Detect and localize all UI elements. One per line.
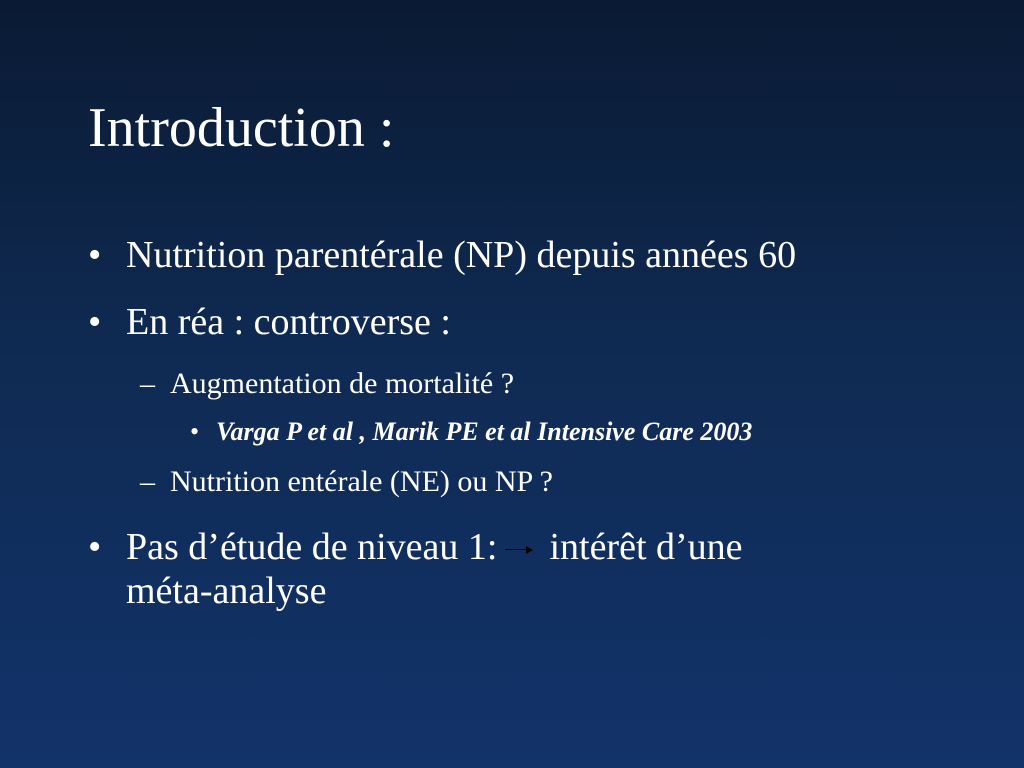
dash-marker: – [140, 465, 155, 498]
bullet-text-part1: Pas d’étude de niveau 1: [126, 526, 498, 568]
sub-bullet-ne-vs-np [140, 465, 988, 499]
right-arrow-icon [505, 545, 533, 555]
dash-marker: – [140, 367, 155, 400]
bullet-text: En réa : controverse : [126, 301, 451, 343]
bullet-item-meta-analysis [88, 525, 988, 613]
bullet-text-part2: intérêt d’une [549, 526, 743, 568]
sub-bullet-text: Augmentation de mortalité ? [170, 367, 515, 400]
bullet-marker: • [88, 234, 102, 276]
slide-content [88, 233, 988, 636]
reference-text: Varga P et al , Marik PE et al Intensive Care 2003 [216, 417, 753, 446]
bullet-marker: • [88, 526, 102, 568]
bullet-text-part3: méta-analyse [126, 570, 327, 612]
bullet-text: Nutrition parentérale (NP) depuis années 60 [126, 234, 797, 276]
sub-bullet-text: Nutrition entérale (NE) ou NP ? [170, 465, 553, 498]
bullet-item-np-history [88, 233, 988, 277]
sub-bullet-mortality [140, 367, 988, 401]
bullet-marker: • [190, 417, 200, 446]
reference-item [190, 417, 988, 447]
bullet-item-rea-controversy [88, 300, 988, 344]
slide-title: Introduction : [88, 97, 395, 159]
bullet-marker: • [88, 301, 102, 343]
